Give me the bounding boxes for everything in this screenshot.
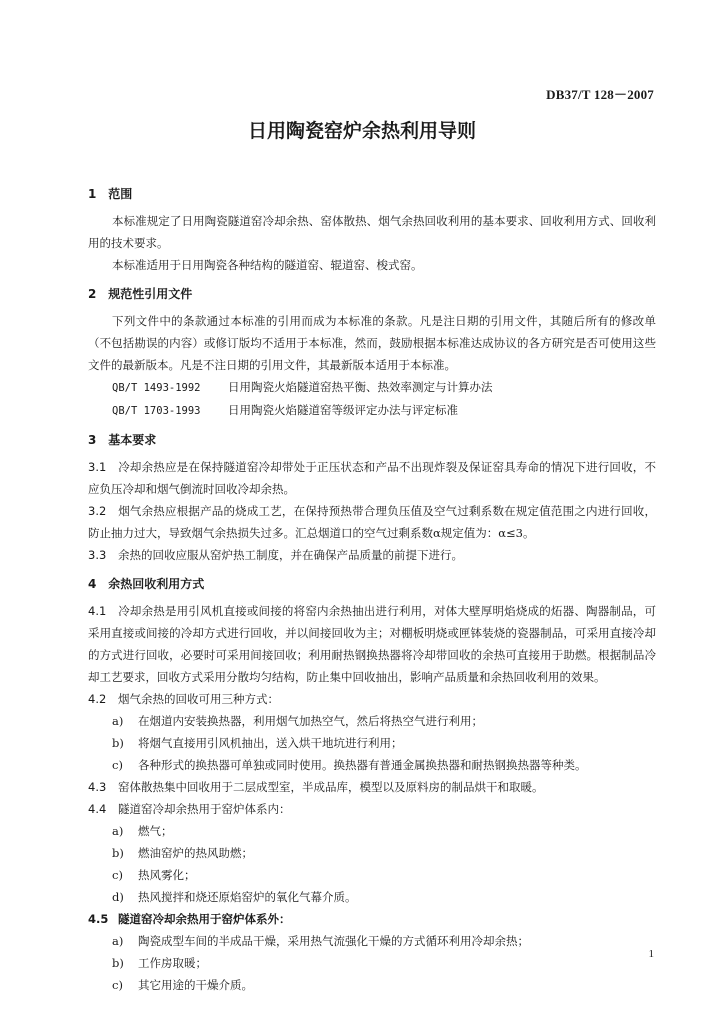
clause-3-2 — [88, 500, 656, 544]
list-item — [88, 930, 656, 952]
list-marker: b) — [112, 846, 124, 860]
clause-number: 3.2 — [88, 504, 107, 518]
list-item — [88, 952, 656, 974]
paragraph: 本标准适用于日用陶瓷各种结构的隧道窑、辊道窑、梭式窑。 — [112, 258, 423, 272]
list-item — [88, 886, 656, 908]
clause-number: 3.3 — [88, 548, 107, 562]
section-title: 余热回收利用方式 — [108, 577, 205, 591]
section-number: 3 — [88, 433, 97, 447]
list-marker: a) — [112, 934, 124, 948]
clause-text: 隧道窑冷却余热用于窑炉体系内： — [118, 802, 291, 816]
list-text: 燃气； — [138, 824, 173, 838]
reference-item — [88, 376, 656, 399]
clause-text: 余热的回收应服从窑炉热工制度，并在确保产品质量的前提下进行。 — [118, 548, 463, 562]
clause-3-1 — [88, 456, 656, 500]
section-title: 基本要求 — [108, 433, 157, 447]
clause-text: 烟气余热的回收可用三种方式： — [118, 692, 279, 706]
clause-3-3 — [88, 544, 656, 566]
paragraph: 下列文件中的条款通过本标准的引用而成为本标准的条款。凡是注日期的引用文件，其随后所有的修改单（不包括勘误的内容）或修订版均不适用于本标准，然而，鼓励根据本标准达成协议的各方研究是否可使用这些文件的最新版本。凡是不注日期的引用文件，其最新版本适用于本标准。 — [88, 314, 656, 372]
list-item — [88, 864, 656, 886]
section-number: 4 — [88, 577, 97, 591]
list-text: 热风搅拌和烧还原焰窑炉的氧化气幕介质。 — [138, 890, 357, 904]
section-heading-4 — [88, 574, 656, 594]
list-text: 工作房取暖； — [138, 956, 207, 970]
list-item — [88, 732, 656, 754]
list-text: 各种形式的换热器可单独或同时使用。换热器有普通金属换热器和耐热钢换热器等种类。 — [138, 758, 587, 772]
clause-number: 4.3 — [88, 780, 107, 794]
clause-4-4 — [88, 798, 656, 820]
section-title: 范围 — [108, 187, 133, 201]
section-title: 规范性引用文件 — [108, 287, 193, 301]
clause-4-2 — [88, 688, 656, 710]
clause-text: 隧道窑冷却余热用于窑炉体系外： — [118, 912, 291, 926]
clause-4-3 — [88, 776, 656, 798]
section-heading-2 — [88, 284, 656, 304]
list-marker: c) — [112, 978, 123, 992]
reference-code: QB/T 1703-1993 — [112, 405, 201, 417]
clause-number: 4.1 — [88, 604, 107, 618]
list-text: 将烟气直接用引风机抽出，送入烘干地坑进行利用； — [138, 736, 403, 750]
list-item — [88, 754, 656, 776]
page-number: 1 — [648, 948, 654, 960]
list-item — [88, 710, 656, 732]
paragraph: 本标准规定了日用陶瓷隧道窑冷却余热、窑体散热、烟气余热回收利用的基本要求、回收利用方式、回收利用的技术要求。 — [88, 214, 656, 250]
list-item — [88, 820, 656, 842]
section-number: 1 — [88, 187, 97, 201]
list-marker: c) — [112, 758, 123, 772]
list-item — [88, 842, 656, 864]
list-text: 其它用途的干燥介质。 — [138, 978, 253, 992]
reference-name: 日用陶瓷火焰隧道窑热平衡、热效率测定与计算办法 — [228, 380, 493, 394]
clause-4-5 — [88, 908, 656, 930]
document-body — [88, 176, 656, 996]
clause-number: 4.2 — [88, 692, 107, 706]
document-title: 日用陶瓷窑炉余热利用导则 — [247, 120, 476, 142]
list-marker: c) — [112, 868, 123, 882]
clause-number: 4.5 — [88, 912, 109, 926]
section-number: 2 — [88, 287, 97, 301]
list-text: 燃油窑炉的热风助燃； — [138, 846, 253, 860]
list-marker: b) — [112, 956, 124, 970]
list-text: 在烟道内安装换热器，利用烟气加热空气，然后将热空气进行利用； — [138, 714, 483, 728]
section-heading-1 — [88, 184, 656, 204]
clause-text: 冷却余热应是在保持隧道窑冷却带处于正压状态和产品不出现炸裂及保证窑具寿命的情况下进行回收，不应负压冷却和烟气倒流时回收冷却余热。 — [88, 460, 656, 496]
clause-text: 烟气余热应根据产品的烧成工艺，在保持预热带合理负压值及空气过剩系数在规定值范围之内进行回收，防止抽力过大，导致烟气余热损失过多。汇总烟道口的空气过剩系数α规定值为：α≤3。 — [88, 504, 656, 540]
list-marker: b) — [112, 736, 124, 750]
clause-text: 冷却余热是用引风机直接或间接的将窑内余热抽出进行利用，对体大壁厚明焰烧成的炻器、陶器制品，可采用直接或间接的冷却方式进行回收，并以间接回收为主；对棚板明烧或匣钵装烧的瓷器制品，可采用直接冷却的方式进行回收，必要时可采用间接回收；利用耐热钢换热器将冷却带回收的余热可直接用于助燃。根据制品冷却工艺要求，回收方式采用分散均匀结构，防止集中回收抽出，影响产品质量和余热回收利用的效果。 — [88, 604, 656, 684]
list-item — [88, 974, 656, 996]
clause-text: 窑体散热集中回收用于二层成型室，半成品库，模型以及原料房的制品烘干和取暖。 — [118, 780, 544, 794]
clause-number: 3.1 — [88, 460, 107, 474]
section-heading-3 — [88, 430, 656, 450]
list-marker: d) — [112, 890, 124, 904]
list-marker: a) — [112, 714, 124, 728]
list-marker: a) — [112, 824, 124, 838]
list-text: 陶瓷成型车间的半成品干燥，采用热气流强化干燥的方式循环利用冷却余热； — [138, 934, 529, 948]
list-text: 热风雾化； — [138, 868, 196, 882]
clause-4-1 — [88, 600, 656, 688]
reference-code: QB/T 1493-1992 — [112, 382, 201, 394]
document-code: DB37/T 128－2007 — [546, 87, 654, 102]
reference-item — [88, 399, 656, 422]
reference-name: 日用陶瓷火焰隧道窑等级评定办法与评定标准 — [228, 403, 458, 417]
clause-number: 4.4 — [88, 802, 107, 816]
